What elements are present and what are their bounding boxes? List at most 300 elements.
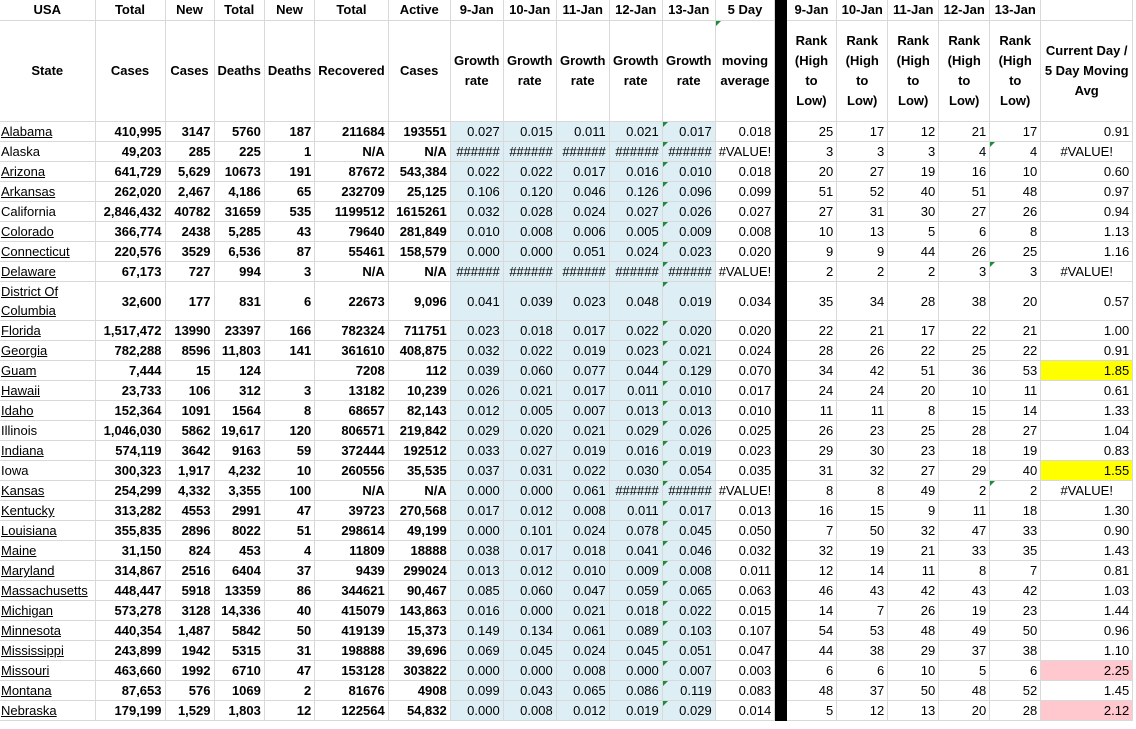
state-name-cell[interactable]: Hawaii xyxy=(0,381,95,401)
state-name-cell[interactable]: Alabama xyxy=(0,122,95,142)
total-deaths-cell[interactable]: 5315 xyxy=(214,641,264,661)
growth-rate-cell[interactable]: 0.005 xyxy=(503,401,556,421)
recovered-cell[interactable]: 806571 xyxy=(315,421,388,441)
ratio-cell[interactable]: 1.55 xyxy=(1041,461,1133,481)
rank-cell[interactable]: 3 xyxy=(837,142,888,162)
growth-rate-cell[interactable]: 0.023 xyxy=(450,321,503,341)
moving-average-cell[interactable]: 0.015 xyxy=(715,601,775,621)
new-cases-cell[interactable]: 3128 xyxy=(165,601,214,621)
total-cases-cell[interactable]: 152,364 xyxy=(95,401,165,421)
header-cell[interactable]: 9-Jan xyxy=(787,0,837,21)
rank-cell[interactable]: 52 xyxy=(837,182,888,202)
active-cases-cell[interactable]: 4908 xyxy=(388,681,450,701)
moving-average-cell[interactable]: 0.083 xyxy=(715,681,775,701)
growth-rate-cell[interactable]: 0.010 xyxy=(662,381,715,401)
active-cases-cell[interactable]: 39,696 xyxy=(388,641,450,661)
header-cell[interactable]: New xyxy=(165,0,214,21)
header-cell[interactable]: 11-Jan xyxy=(556,0,609,21)
rank-cell[interactable]: 47 xyxy=(939,521,990,541)
rank-cell[interactable]: 43 xyxy=(837,581,888,601)
growth-rate-cell[interactable]: 0.054 xyxy=(662,461,715,481)
growth-rate-cell[interactable]: 0.011 xyxy=(556,122,609,142)
new-cases-cell[interactable]: 1992 xyxy=(165,661,214,681)
rank-cell[interactable]: 20 xyxy=(787,162,837,182)
moving-average-cell[interactable]: 0.020 xyxy=(715,321,775,341)
header-cell[interactable]: Deaths xyxy=(264,21,314,122)
active-cases-cell[interactable]: 270,568 xyxy=(388,501,450,521)
state-name-cell[interactable]: Massachusetts xyxy=(0,581,95,601)
active-cases-cell[interactable]: N/A xyxy=(388,481,450,501)
growth-rate-cell[interactable]: 0.000 xyxy=(450,521,503,541)
rank-cell[interactable]: 14 xyxy=(837,561,888,581)
state-name-cell[interactable]: Guam xyxy=(0,361,95,381)
rank-cell[interactable]: 36 xyxy=(939,361,990,381)
new-deaths-cell[interactable]: 47 xyxy=(264,661,314,681)
growth-rate-cell[interactable]: 0.065 xyxy=(662,581,715,601)
recovered-cell[interactable]: 7208 xyxy=(315,361,388,381)
rank-cell[interactable]: 20 xyxy=(939,701,990,721)
moving-average-cell[interactable]: #VALUE! xyxy=(715,481,775,501)
growth-rate-cell[interactable]: 0.051 xyxy=(556,242,609,262)
total-cases-cell[interactable]: 87,653 xyxy=(95,681,165,701)
ratio-cell[interactable]: 0.61 xyxy=(1041,381,1133,401)
total-deaths-cell[interactable]: 453 xyxy=(214,541,264,561)
rank-cell[interactable]: 13 xyxy=(837,222,888,242)
recovered-cell[interactable]: 13182 xyxy=(315,381,388,401)
growth-rate-cell[interactable]: ###### xyxy=(556,142,609,162)
growth-rate-cell[interactable]: 0.023 xyxy=(609,341,662,361)
growth-rate-cell[interactable]: 0.039 xyxy=(450,361,503,381)
growth-rate-cell[interactable]: 0.041 xyxy=(450,282,503,321)
header-cell[interactable]: Growth rate xyxy=(503,21,556,122)
rank-cell[interactable]: 32 xyxy=(888,521,939,541)
header-cell[interactable]: Current Day / 5 Day Moving Avg xyxy=(1041,21,1133,122)
total-deaths-cell[interactable]: 13359 xyxy=(214,581,264,601)
state-name-cell[interactable]: Connecticut xyxy=(0,242,95,262)
growth-rate-cell[interactable]: 0.021 xyxy=(662,341,715,361)
header-cell[interactable]: Total xyxy=(315,0,388,21)
rank-cell[interactable]: 14 xyxy=(787,601,837,621)
growth-rate-cell[interactable]: 0.045 xyxy=(503,641,556,661)
total-cases-cell[interactable]: 314,867 xyxy=(95,561,165,581)
new-cases-cell[interactable]: 1942 xyxy=(165,641,214,661)
header-cell[interactable]: 10-Jan xyxy=(837,0,888,21)
growth-rate-cell[interactable]: 0.059 xyxy=(609,581,662,601)
total-deaths-cell[interactable]: 5760 xyxy=(214,122,264,142)
growth-rate-cell[interactable]: 0.061 xyxy=(556,481,609,501)
new-deaths-cell[interactable]: 51 xyxy=(264,521,314,541)
growth-rate-cell[interactable]: 0.019 xyxy=(556,441,609,461)
new-deaths-cell[interactable]: 87 xyxy=(264,242,314,262)
growth-rate-cell[interactable]: 0.018 xyxy=(556,541,609,561)
growth-rate-cell[interactable]: 0.000 xyxy=(450,661,503,681)
growth-rate-cell[interactable]: 0.027 xyxy=(609,202,662,222)
new-cases-cell[interactable]: 2516 xyxy=(165,561,214,581)
moving-average-cell[interactable]: 0.018 xyxy=(715,122,775,142)
growth-rate-cell[interactable]: 0.022 xyxy=(450,162,503,182)
new-deaths-cell[interactable]: 31 xyxy=(264,641,314,661)
header-cell[interactable]: moving average xyxy=(715,21,775,122)
growth-rate-cell[interactable]: 0.106 xyxy=(450,182,503,202)
growth-rate-cell[interactable]: 0.029 xyxy=(609,421,662,441)
state-name-cell[interactable]: Maryland xyxy=(0,561,95,581)
growth-rate-cell[interactable]: 0.019 xyxy=(556,341,609,361)
new-cases-cell[interactable]: 5918 xyxy=(165,581,214,601)
rank-cell[interactable]: 17 xyxy=(990,122,1041,142)
growth-rate-cell[interactable]: 0.028 xyxy=(503,202,556,222)
growth-rate-cell[interactable]: 0.000 xyxy=(503,242,556,262)
header-cell[interactable]: New xyxy=(264,0,314,21)
new-deaths-cell[interactable]: 86 xyxy=(264,581,314,601)
growth-rate-cell[interactable]: 0.046 xyxy=(662,541,715,561)
rank-cell[interactable]: 8 xyxy=(939,561,990,581)
active-cases-cell[interactable]: 408,875 xyxy=(388,341,450,361)
new-cases-cell[interactable]: 1,487 xyxy=(165,621,214,641)
rank-cell[interactable]: 30 xyxy=(837,441,888,461)
recovered-cell[interactable]: 419139 xyxy=(315,621,388,641)
moving-average-cell[interactable]: 0.099 xyxy=(715,182,775,202)
growth-rate-cell[interactable]: 0.022 xyxy=(609,321,662,341)
growth-rate-cell[interactable]: 0.024 xyxy=(556,202,609,222)
rank-cell[interactable]: 29 xyxy=(939,461,990,481)
new-deaths-cell[interactable]: 8 xyxy=(264,401,314,421)
growth-rate-cell[interactable]: 0.017 xyxy=(503,541,556,561)
new-cases-cell[interactable]: 2438 xyxy=(165,222,214,242)
rank-cell[interactable]: 29 xyxy=(787,441,837,461)
growth-rate-cell[interactable]: 0.129 xyxy=(662,361,715,381)
header-cell[interactable]: Growth rate xyxy=(662,21,715,122)
header-cell[interactable]: 12-Jan xyxy=(939,0,990,21)
growth-rate-cell[interactable]: 0.020 xyxy=(662,321,715,341)
rank-cell[interactable]: 7 xyxy=(787,521,837,541)
new-deaths-cell[interactable]: 141 xyxy=(264,341,314,361)
growth-rate-cell[interactable]: 0.060 xyxy=(503,581,556,601)
total-deaths-cell[interactable]: 14,336 xyxy=(214,601,264,621)
new-deaths-cell[interactable]: 120 xyxy=(264,421,314,441)
new-deaths-cell[interactable]: 12 xyxy=(264,701,314,721)
recovered-cell[interactable]: 344621 xyxy=(315,581,388,601)
rank-cell[interactable]: 9 xyxy=(837,242,888,262)
rank-cell[interactable]: 3 xyxy=(939,262,990,282)
total-cases-cell[interactable]: 366,774 xyxy=(95,222,165,242)
growth-rate-cell[interactable]: ###### xyxy=(609,262,662,282)
recovered-cell[interactable]: 415079 xyxy=(315,601,388,621)
active-cases-cell[interactable]: 193551 xyxy=(388,122,450,142)
new-deaths-cell[interactable] xyxy=(264,361,314,381)
rank-cell[interactable]: 5 xyxy=(888,222,939,242)
growth-rate-cell[interactable]: 0.031 xyxy=(503,461,556,481)
header-cell[interactable]: 9-Jan xyxy=(450,0,503,21)
rank-cell[interactable]: 25 xyxy=(939,341,990,361)
ratio-cell[interactable]: 1.00 xyxy=(1041,321,1133,341)
recovered-cell[interactable]: 211684 xyxy=(315,122,388,142)
rank-cell[interactable]: 2 xyxy=(888,262,939,282)
growth-rate-cell[interactable]: 0.047 xyxy=(556,581,609,601)
rank-cell[interactable]: 5 xyxy=(787,701,837,721)
growth-rate-cell[interactable]: 0.045 xyxy=(662,521,715,541)
total-deaths-cell[interactable]: 4,232 xyxy=(214,461,264,481)
new-deaths-cell[interactable]: 65 xyxy=(264,182,314,202)
ratio-cell[interactable]: 1.03 xyxy=(1041,581,1133,601)
active-cases-cell[interactable]: 82,143 xyxy=(388,401,450,421)
rank-cell[interactable]: 4 xyxy=(939,142,990,162)
rank-cell[interactable]: 12 xyxy=(787,561,837,581)
ratio-cell[interactable]: 0.90 xyxy=(1041,521,1133,541)
rank-cell[interactable]: 16 xyxy=(939,162,990,182)
header-cell[interactable]: Rank (High to Low) xyxy=(787,21,837,122)
rank-cell[interactable]: 7 xyxy=(837,601,888,621)
header-cell[interactable]: Growth rate xyxy=(450,21,503,122)
ratio-cell[interactable]: 1.10 xyxy=(1041,641,1133,661)
recovered-cell[interactable]: 361610 xyxy=(315,341,388,361)
rank-cell[interactable]: 40 xyxy=(888,182,939,202)
ratio-cell[interactable]: 1.45 xyxy=(1041,681,1133,701)
rank-cell[interactable]: 21 xyxy=(888,541,939,561)
growth-rate-cell[interactable]: 0.065 xyxy=(556,681,609,701)
recovered-cell[interactable]: 39723 xyxy=(315,501,388,521)
active-cases-cell[interactable]: 158,579 xyxy=(388,242,450,262)
new-cases-cell[interactable]: 13990 xyxy=(165,321,214,341)
new-cases-cell[interactable]: 1,917 xyxy=(165,461,214,481)
rank-cell[interactable]: 11 xyxy=(990,381,1041,401)
recovered-cell[interactable]: 79640 xyxy=(315,222,388,242)
total-cases-cell[interactable]: 410,995 xyxy=(95,122,165,142)
new-deaths-cell[interactable]: 47 xyxy=(264,501,314,521)
rank-cell[interactable]: 49 xyxy=(888,481,939,501)
rank-cell[interactable]: 18 xyxy=(990,501,1041,521)
moving-average-cell[interactable]: 0.027 xyxy=(715,202,775,222)
state-name-cell[interactable]: Missouri xyxy=(0,661,95,681)
active-cases-cell[interactable]: 711751 xyxy=(388,321,450,341)
total-cases-cell[interactable]: 179,199 xyxy=(95,701,165,721)
rank-cell[interactable]: 8 xyxy=(888,401,939,421)
new-deaths-cell[interactable]: 40 xyxy=(264,601,314,621)
moving-average-cell[interactable]: 0.025 xyxy=(715,421,775,441)
growth-rate-cell[interactable]: ###### xyxy=(450,262,503,282)
total-cases-cell[interactable]: 67,173 xyxy=(95,262,165,282)
header-cell[interactable]: 5 Day xyxy=(715,0,775,21)
rank-cell[interactable]: 32 xyxy=(787,541,837,561)
growth-rate-cell[interactable]: 0.008 xyxy=(662,561,715,581)
rank-cell[interactable]: 34 xyxy=(837,282,888,321)
rank-cell[interactable]: 53 xyxy=(990,361,1041,381)
growth-rate-cell[interactable]: 0.009 xyxy=(609,561,662,581)
growth-rate-cell[interactable]: 0.024 xyxy=(556,521,609,541)
growth-rate-cell[interactable]: 0.022 xyxy=(503,162,556,182)
growth-rate-cell[interactable]: 0.023 xyxy=(662,242,715,262)
rank-cell[interactable]: 25 xyxy=(990,242,1041,262)
rank-cell[interactable]: 28 xyxy=(990,701,1041,721)
rank-cell[interactable]: 6 xyxy=(939,222,990,242)
growth-rate-cell[interactable]: 0.021 xyxy=(609,122,662,142)
recovered-cell[interactable]: 122564 xyxy=(315,701,388,721)
growth-rate-cell[interactable]: ###### xyxy=(609,142,662,162)
rank-cell[interactable]: 5 xyxy=(939,661,990,681)
growth-rate-cell[interactable]: 0.017 xyxy=(556,162,609,182)
rank-cell[interactable]: 22 xyxy=(939,321,990,341)
growth-rate-cell[interactable]: 0.101 xyxy=(503,521,556,541)
header-cell[interactable]: Rank (High to Low) xyxy=(837,21,888,122)
state-name-cell[interactable]: Indiana xyxy=(0,441,95,461)
growth-rate-cell[interactable]: 0.016 xyxy=(609,162,662,182)
header-cell[interactable]: State xyxy=(0,21,95,122)
ratio-cell[interactable]: 0.83 xyxy=(1041,441,1133,461)
ratio-cell[interactable]: 1.04 xyxy=(1041,421,1133,441)
active-cases-cell[interactable]: 1615261 xyxy=(388,202,450,222)
rank-cell[interactable]: 22 xyxy=(990,341,1041,361)
growth-rate-cell[interactable]: 0.033 xyxy=(450,441,503,461)
growth-rate-cell[interactable]: 0.015 xyxy=(503,122,556,142)
growth-rate-cell[interactable]: 0.000 xyxy=(450,701,503,721)
new-deaths-cell[interactable]: 191 xyxy=(264,162,314,182)
state-name-cell[interactable]: Mississippi xyxy=(0,641,95,661)
ratio-cell[interactable]: 0.97 xyxy=(1041,182,1133,202)
rank-cell[interactable]: 46 xyxy=(787,581,837,601)
rank-cell[interactable]: 40 xyxy=(990,461,1041,481)
rank-cell[interactable]: 21 xyxy=(837,321,888,341)
new-cases-cell[interactable]: 4,332 xyxy=(165,481,214,501)
new-cases-cell[interactable]: 8596 xyxy=(165,341,214,361)
new-deaths-cell[interactable]: 43 xyxy=(264,222,314,242)
growth-rate-cell[interactable]: 0.010 xyxy=(450,222,503,242)
total-cases-cell[interactable]: 355,835 xyxy=(95,521,165,541)
rank-cell[interactable]: 44 xyxy=(787,641,837,661)
growth-rate-cell[interactable]: 0.000 xyxy=(450,242,503,262)
growth-rate-cell[interactable]: 0.086 xyxy=(609,681,662,701)
state-name-cell[interactable]: Kentucky xyxy=(0,501,95,521)
state-name-cell[interactable]: Minnesota xyxy=(0,621,95,641)
ratio-cell[interactable]: 0.57 xyxy=(1041,282,1133,321)
growth-rate-cell[interactable]: 0.020 xyxy=(503,421,556,441)
total-deaths-cell[interactable]: 124 xyxy=(214,361,264,381)
header-cell[interactable]: Recovered xyxy=(315,21,388,122)
rank-cell[interactable]: 13 xyxy=(888,701,939,721)
moving-average-cell[interactable]: 0.008 xyxy=(715,222,775,242)
recovered-cell[interactable]: 68657 xyxy=(315,401,388,421)
total-cases-cell[interactable]: 262,020 xyxy=(95,182,165,202)
active-cases-cell[interactable]: 543,384 xyxy=(388,162,450,182)
active-cases-cell[interactable]: 303822 xyxy=(388,661,450,681)
active-cases-cell[interactable]: 299024 xyxy=(388,561,450,581)
growth-rate-cell[interactable]: 0.103 xyxy=(662,621,715,641)
ratio-cell[interactable]: #VALUE! xyxy=(1041,481,1133,501)
rank-cell[interactable]: 27 xyxy=(990,421,1041,441)
growth-rate-cell[interactable]: 0.012 xyxy=(556,701,609,721)
header-cell[interactable]: Total xyxy=(95,0,165,21)
new-deaths-cell[interactable]: 10 xyxy=(264,461,314,481)
total-deaths-cell[interactable]: 3,355 xyxy=(214,481,264,501)
new-cases-cell[interactable]: 285 xyxy=(165,142,214,162)
total-deaths-cell[interactable]: 23397 xyxy=(214,321,264,341)
rank-cell[interactable]: 24 xyxy=(787,381,837,401)
moving-average-cell[interactable]: 0.032 xyxy=(715,541,775,561)
ratio-cell[interactable]: #VALUE! xyxy=(1041,262,1133,282)
rank-cell[interactable]: 37 xyxy=(837,681,888,701)
growth-rate-cell[interactable]: 0.009 xyxy=(662,222,715,242)
total-deaths-cell[interactable]: 1069 xyxy=(214,681,264,701)
rank-cell[interactable]: 42 xyxy=(837,361,888,381)
new-deaths-cell[interactable]: 2 xyxy=(264,681,314,701)
growth-rate-cell[interactable]: ###### xyxy=(503,142,556,162)
growth-rate-cell[interactable]: 0.078 xyxy=(609,521,662,541)
growth-rate-cell[interactable]: 0.021 xyxy=(556,421,609,441)
new-cases-cell[interactable]: 40782 xyxy=(165,202,214,222)
header-cell[interactable]: Cases xyxy=(165,21,214,122)
rank-cell[interactable]: 10 xyxy=(990,162,1041,182)
header-cell[interactable]: Rank (High to Low) xyxy=(888,21,939,122)
active-cases-cell[interactable]: N/A xyxy=(388,142,450,162)
total-cases-cell[interactable]: 23,733 xyxy=(95,381,165,401)
growth-rate-cell[interactable]: 0.013 xyxy=(662,401,715,421)
rank-cell[interactable]: 20 xyxy=(888,381,939,401)
growth-rate-cell[interactable]: ###### xyxy=(450,142,503,162)
growth-rate-cell[interactable]: 0.017 xyxy=(450,501,503,521)
rank-cell[interactable]: 12 xyxy=(888,122,939,142)
total-cases-cell[interactable]: 31,150 xyxy=(95,541,165,561)
rank-cell[interactable]: 26 xyxy=(939,242,990,262)
new-cases-cell[interactable]: 1091 xyxy=(165,401,214,421)
new-cases-cell[interactable]: 5862 xyxy=(165,421,214,441)
rank-cell[interactable]: 43 xyxy=(939,581,990,601)
recovered-cell[interactable]: 782324 xyxy=(315,321,388,341)
rank-cell[interactable]: 2 xyxy=(990,481,1041,501)
growth-rate-cell[interactable]: 0.026 xyxy=(662,421,715,441)
rank-cell[interactable]: 19 xyxy=(888,162,939,182)
rank-cell[interactable]: 26 xyxy=(888,601,939,621)
moving-average-cell[interactable]: 0.024 xyxy=(715,341,775,361)
active-cases-cell[interactable]: 15,373 xyxy=(388,621,450,641)
growth-rate-cell[interactable]: 0.012 xyxy=(450,401,503,421)
growth-rate-cell[interactable]: 0.010 xyxy=(556,561,609,581)
header-cell[interactable]: Cases xyxy=(95,21,165,122)
rank-cell[interactable]: 8 xyxy=(787,481,837,501)
state-name-cell[interactable]: California xyxy=(0,202,95,222)
rank-cell[interactable]: 22 xyxy=(787,321,837,341)
growth-rate-cell[interactable]: 0.012 xyxy=(503,561,556,581)
rank-cell[interactable]: 12 xyxy=(837,701,888,721)
rank-cell[interactable]: 17 xyxy=(888,321,939,341)
growth-rate-cell[interactable]: 0.006 xyxy=(556,222,609,242)
active-cases-cell[interactable]: 192512 xyxy=(388,441,450,461)
state-name-cell[interactable]: Maine xyxy=(0,541,95,561)
growth-rate-cell[interactable]: 0.149 xyxy=(450,621,503,641)
header-cell[interactable]: USA xyxy=(0,0,95,21)
growth-rate-cell[interactable]: 0.041 xyxy=(609,541,662,561)
rank-cell[interactable]: 18 xyxy=(939,441,990,461)
rank-cell[interactable]: 48 xyxy=(787,681,837,701)
growth-rate-cell[interactable]: 0.013 xyxy=(609,401,662,421)
rank-cell[interactable]: 25 xyxy=(888,421,939,441)
ratio-cell[interactable]: 1.30 xyxy=(1041,501,1133,521)
rank-cell[interactable]: 2 xyxy=(787,262,837,282)
growth-rate-cell[interactable]: ###### xyxy=(609,481,662,501)
state-name-cell[interactable]: Michigan xyxy=(0,601,95,621)
rank-cell[interactable]: 31 xyxy=(787,461,837,481)
active-cases-cell[interactable]: 25,125 xyxy=(388,182,450,202)
rank-cell[interactable]: 21 xyxy=(939,122,990,142)
rank-cell[interactable]: 7 xyxy=(990,561,1041,581)
moving-average-cell[interactable]: 0.011 xyxy=(715,561,775,581)
state-name-cell[interactable]: Iowa xyxy=(0,461,95,481)
growth-rate-cell[interactable]: 0.026 xyxy=(450,381,503,401)
recovered-cell[interactable]: 87672 xyxy=(315,162,388,182)
growth-rate-cell[interactable]: 0.037 xyxy=(450,461,503,481)
new-deaths-cell[interactable]: 100 xyxy=(264,481,314,501)
rank-cell[interactable]: 9 xyxy=(888,501,939,521)
rank-cell[interactable]: 10 xyxy=(787,222,837,242)
rank-cell[interactable]: 27 xyxy=(837,162,888,182)
growth-rate-cell[interactable]: 0.023 xyxy=(556,282,609,321)
